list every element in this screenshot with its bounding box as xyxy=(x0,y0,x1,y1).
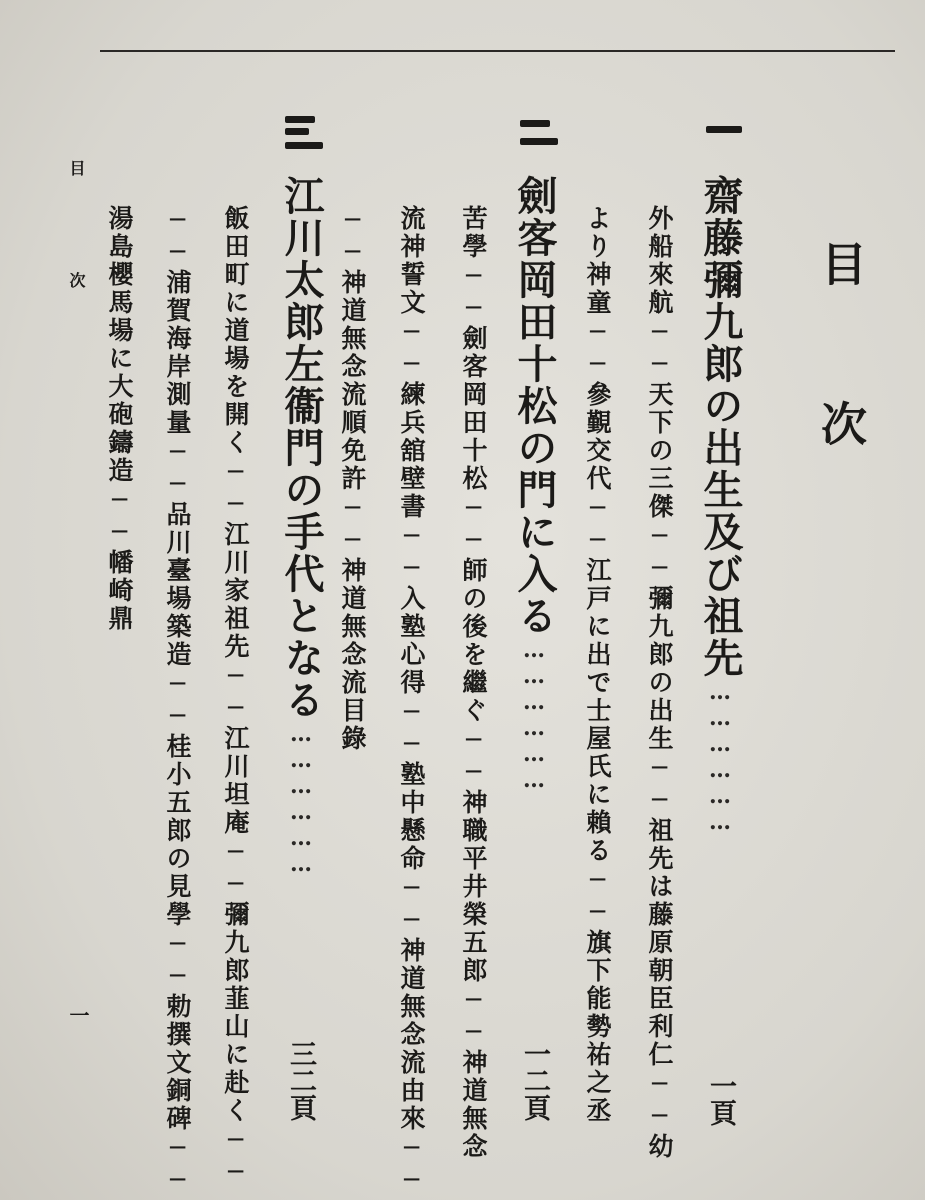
chapter-3-title: 江川太郎左衞門の手代となる xyxy=(278,175,325,721)
chapter-2-title: 劍客岡田十松の門に入る xyxy=(511,175,558,637)
chapter-1-page: 一頁 xyxy=(705,1072,736,1126)
running-head: 目 次 xyxy=(67,160,86,328)
chapter-3-subtopics-line-3: 湯島櫻馬場に大砲鑄造──幡崎鼎 xyxy=(105,205,134,633)
chapter-2-subtopics-line-3: ──神道無念流順免許──神道無念流目錄 xyxy=(338,205,367,753)
chapter-1-leader: ……………… xyxy=(707,679,733,835)
chapter-3-heading xyxy=(278,175,325,877)
chapter-2-leader: ……………… xyxy=(521,637,547,793)
header-rule xyxy=(100,50,895,52)
page-number: 一 xyxy=(66,1005,90,1025)
chapter-1-subtopics-line-1: 外船來航──天下の三傑──彌九郎の出生──祖先は藤原朝臣利仁──幼 xyxy=(645,205,674,1161)
chapter-1-heading xyxy=(697,175,744,835)
chapter-1-title: 齋藤彌九郎の出生及び祖先 xyxy=(697,175,744,679)
chapter-numeral-3 xyxy=(281,108,325,152)
chapter-3-leader: ……………… xyxy=(288,721,314,877)
chapter-numeral-1 xyxy=(702,108,746,152)
chapter-2-heading xyxy=(511,175,558,793)
chapter-3-subtopics-line-2: ──浦賀海岸測量──品川臺場築造──桂小五郎の見學──勅撰文銅碑── xyxy=(163,205,192,1197)
page-title-char-1: 目 xyxy=(814,240,868,286)
chapter-2-page: 一二頁 xyxy=(519,1040,550,1121)
chapter-1-subtopics-line-2: より神童──參覲交代──江戸に出で士屋氏に賴る──旗下能勢祐之丞 xyxy=(583,205,612,1125)
page-title-char-2: 次 xyxy=(814,400,868,446)
chapter-2-subtopics-line-2: 流神誓文──練兵舘壁書──入塾心得──塾中懸命──神道無念流由來── xyxy=(397,205,426,1197)
chapter-3-subtopics-line-1: 飯田町に道場を開く──江川家祖先──江川坦庵──彌九郎韮山に赴く── xyxy=(221,205,250,1189)
chapter-2-subtopics-line-1: 苦學──劍客岡田十松──師の後を繼ぐ──神職平井榮五郎──神道無念 xyxy=(459,205,488,1161)
chapter-numeral-2 xyxy=(516,108,560,152)
chapter-3-page: 三二頁 xyxy=(285,1040,316,1121)
